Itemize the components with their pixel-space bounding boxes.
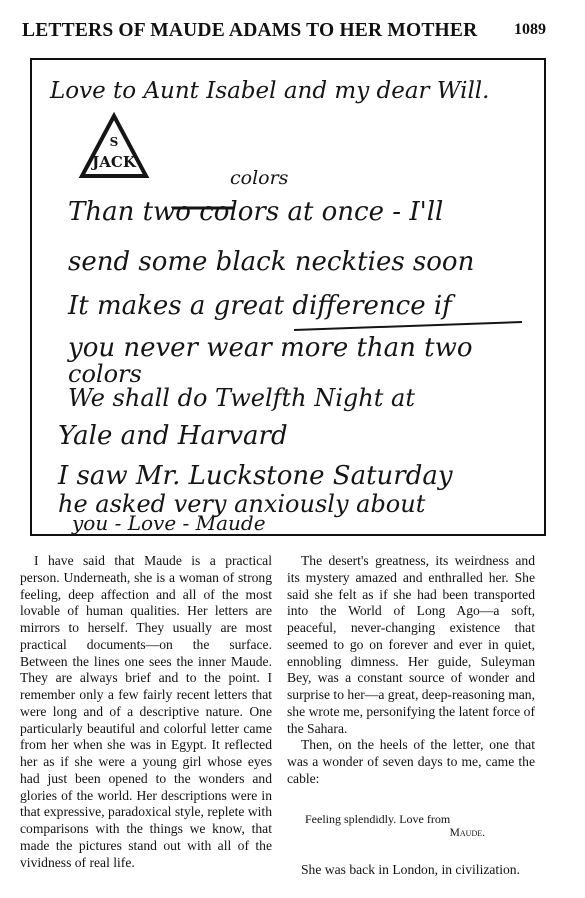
running-header [22,18,546,46]
paragraph: I have said that Maude is a practical person. Underneath, she is a woman of strong feeling, deep affection and all of the most lovable of human qualities. Her letters are mirrors to herself. They usually are most practical documents—on the surface. Between the lines one sees the inner Maude. They are always brief and to the point. I remember only a few fairly recent letters that were long and of a descriptive nature. One particularly beautiful and colorful letter came from her when she was in Egypt. It reflected her as if she were a young girl whose eyes had just been opened to the wonders and glories of the world. Her descriptions were in that expressive, paradoxical style, replete with comparisons with the things we know, that made the pictures stand out with all of the vividness of real life. [20,553,272,870]
cable-signature: Maude. [449,826,485,839]
logo-letter: S [109,135,119,149]
paragraph: She was back in London, in civilization. [301,861,520,877]
letter-line-5: you never wear more than two [68,333,473,363]
letter-insertion: colors [230,167,289,189]
right-column [287,553,535,878]
logo-text: JACK [92,153,136,171]
handwritten-letter-image [30,58,546,536]
left-column [20,553,272,871]
letter-line-2: Than two colors at once - I'll [68,197,444,227]
letter-line-3: send some black neckties soon [68,247,475,277]
letter-line-10: he asked very anxiously about [58,490,426,518]
letter-handwriting [32,60,544,534]
letter-line-8: Yale and Harvard [58,421,288,451]
paragraph: Then, on the heels of the letter, one that was a wonder of seven days to me, came the cable: [287,737,535,786]
cable-text: Feeling splendidly. Love from [305,811,451,826]
strike-through-2 [294,322,522,330]
cable-quote [287,812,535,840]
letter-line-1: Love to Aunt Isabel and my dear Will. [50,78,490,104]
page-number: 1089 [514,21,546,38]
paragraph: The desert's greatness, its weirdness and its mystery amazed and enthralled her. She said she felt as if she had been transported into the World of Long Ago—a soft, peaceful, never-changing existence that seemed to go on forever and ever in quiet, ennobling dimness. Her guide, Suleyman Bey, was a constant source of wonder and surprise to her—a great, deep-reasoning man, she wrote me, personifying the latent force of the Sahara. [287,553,535,736]
letter-signoff: you - Love - Maude [72,511,266,534]
letter-line-4: It makes a great difference if [68,291,452,321]
letter-line-6: colors [68,360,142,388]
jacks-logo [82,116,146,176]
page-title: LETTERS OF MAUDE ADAMS TO HER MOTHER [22,20,478,41]
letter-line-7: We shall do Twelfth Night at [68,384,415,412]
letter-line-9: I saw Mr. Luckstone Saturday [58,461,453,491]
